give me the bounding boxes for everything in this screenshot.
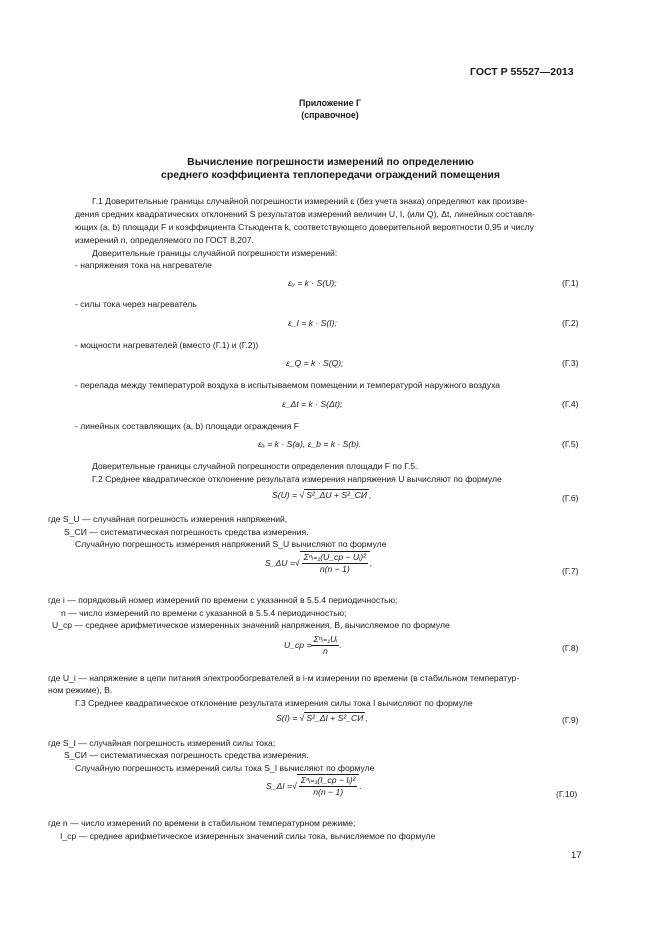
eq-number: (Г.4) [562,399,579,409]
paragraph-g1-line2: дения средних квадратических отклонений S результатов измерений величин U, I, (или Q), Δt, линейных составля- [75,209,535,219]
paragraph-g2: Г.2 Среднее квадратическое отклонение результата измерения напряжения U вычисляют по формуле [92,474,502,484]
paragraph-g1-line4: измерений n, определяемого по ГОСТ 8.207. [75,235,254,245]
s-si-definition: S_СИ — систематическая погрешность средства измерения. [64,527,309,537]
document-number: ГОСТ Р 55527—2013 [470,66,574,78]
where-n: где n — число измерений по времени в стабильном температурном режиме; [48,818,356,828]
random-i-intro: Случайную погрешность измерений силы тока S_I вычисляют по формуле [75,763,375,773]
formula-g3: ε_Q = k · S(Q); [286,358,344,368]
list-item-linear: - линейных составляющих (a, b) площади ограждения F [75,421,300,431]
formula-g10: S_ΔI = √ $\frac{\text{Σⁿᵢ₌₁(I\_ср − Iᵢ)²}}{n(n - 1)}$ . [266,775,362,797]
eq-number: (Г.7) [562,566,579,576]
eq-number: (Г.1) [562,278,579,288]
eq-number: (Г.8) [562,643,579,653]
formula-g8: U_ср = $\frac{\text{Σⁿᵢ₌₁Uᵢ}}{n}$ . [284,634,342,656]
formula-g5: εₐ = k · S(a), ε_b = k · S(b). [258,439,362,449]
eq-number: (Г.5) [562,439,579,449]
confidence-intro: Доверительные границы случайной погрешности измерений: [92,248,338,258]
random-u-intro: Случайную погрешность измерения напряжений S_U вычисляют по формуле [75,539,387,549]
formula-g4: ε_Δt = k · S(Δt); [282,399,343,409]
paragraph-g1-line3: ющих (a, b) площади F и коэффициента Стьюдента k, соответствующего доверительной вероятности 0,95 и числу [75,222,534,232]
area-confidence: Доверительные границы случайной погрешности определения площади F по Г.5. [92,461,418,471]
paragraph-g3: Г.3 Среднее квадратическое отклонение результата измерения силы тока I вычисляют по формуле [75,698,473,708]
formula-g7: S_ΔU = √ $\frac{\text{Σⁿᵢ₌₁(U\_ср − Uᵢ)²}}{n(n - 1)}$ , [265,552,373,574]
section-title-line1: Вычисление погрешности измерений по определению [187,156,474,168]
appendix-title: Приложение Г [299,98,361,108]
list-item-temperature: - перепада между температурой воздуха в испытываемом помещении и температурой наружного воздуха [75,380,501,390]
list-item-voltage: - напряжения тока на нагревателе [75,260,212,270]
icp-definition: I_ср — среднее арифметическое измеренных значений силы тока, вычисляемое по формуле [60,831,436,841]
page-number: 17 [571,850,582,861]
formula-g6: S(U) = √ S²_ΔU + S²_СИ , [272,490,372,500]
where-i: где i — порядковый номер измерений по времени с указанной в 5.5.4 периодичностью; [48,595,398,605]
eq-number: (Г.6) [562,493,579,503]
ui-definition-line1: где U_i — напряжение в цепи питания электрообогревателей в i-м измерении по времени (в стабильном температур- [48,673,520,683]
ucp-definition: U_ср — среднее арифметическое измеренных значений напряжения, В, вычисляемое по формуле [52,620,450,630]
formula-g1: εᵤ = k · S(U); [288,278,337,288]
eq-number: (Г.9) [562,715,579,725]
n-definition: n — число измерений по времени с указанной в 5.5.4 периодичностью; [61,608,347,618]
ui-definition-line2: ном режиме), В. [48,685,113,695]
list-item-current: - силы тока через нагреватель [75,299,197,309]
eq-number: (Г.2) [562,318,579,328]
formula-g9: S(I) = √ S²_ΔI + S²_СИ , [276,713,368,723]
eq-number: (Г.3) [562,358,579,368]
section-title-line2: среднего коэффициента теплопередачи ограждений помещения [161,169,500,181]
paragraph-g1-line1: Г.1 Доверительные границы случайной погрешности измерений ε (без учета знака) определяют как произве- [92,196,528,206]
appendix-subtitle: (справочное) [301,110,359,120]
eq-number: (Г.10) [556,789,578,799]
where-su: где S_U — случайная погрешность измерения напряжений, [48,514,288,524]
where-si: где S_I — случайная погрешность измерений силы тока; [48,738,276,748]
s-si-definition: S_СИ — систематическая погрешность средства измерения. [64,750,309,760]
list-item-power: - мощности нагревателей (вместо (Г.1) и (Г.2)) [75,340,259,350]
formula-g2: ε_I = k · S(I); [288,318,337,328]
